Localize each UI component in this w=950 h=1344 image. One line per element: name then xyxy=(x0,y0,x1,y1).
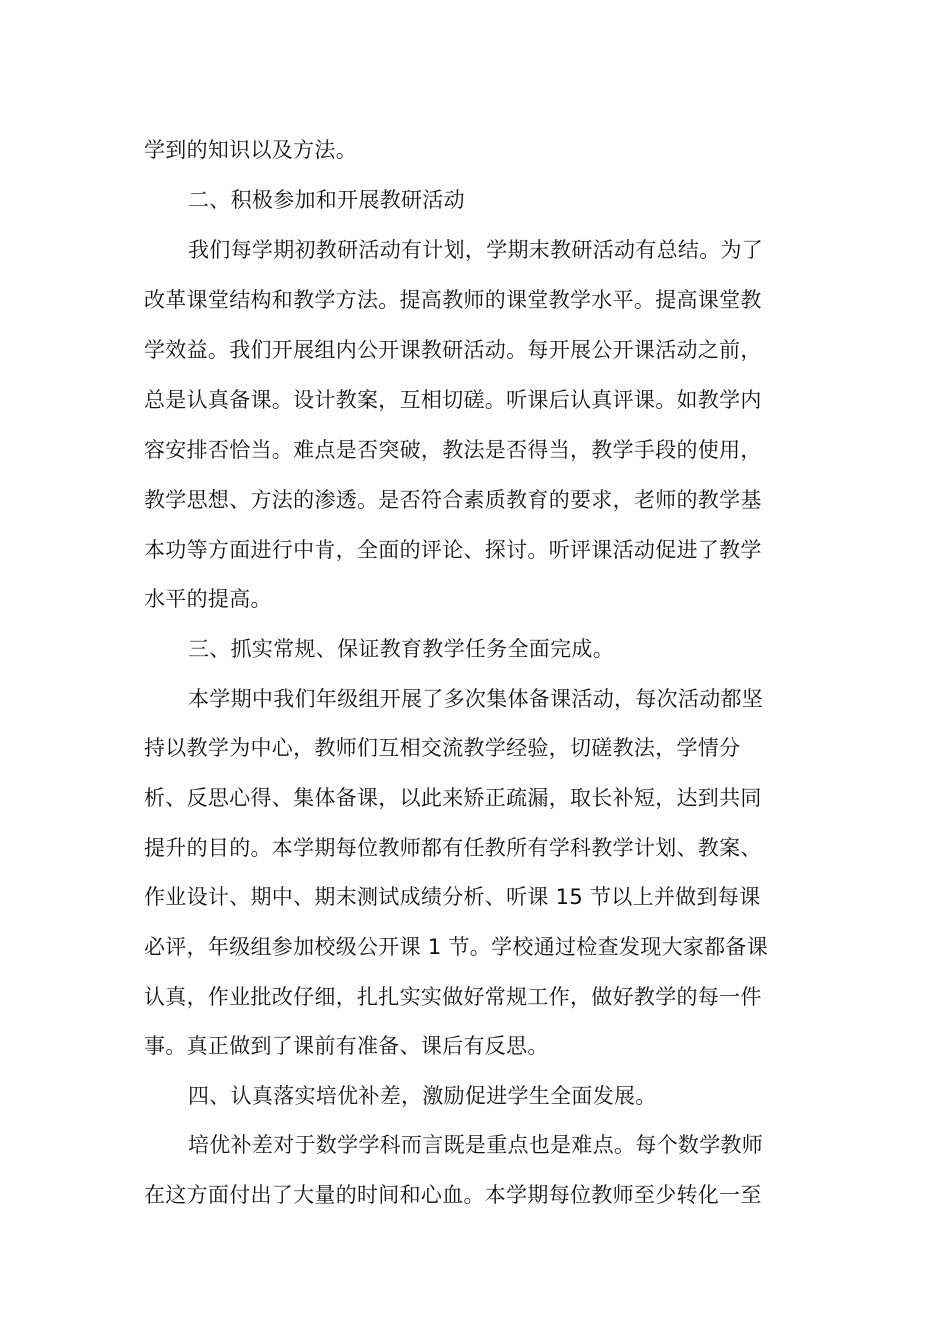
text-line: 析、反思心得、集体备课，以此来矫正疏漏，取长补短，达到共同 xyxy=(144,786,762,810)
text-line: 教学思想、方法的渗透。是否符合素质教育的要求，老师的教学基 xyxy=(144,488,762,512)
section-heading: 四、认真落实培优补差，激励促进学生全面发展。 xyxy=(188,1084,657,1108)
text-line: 水平的提高。 xyxy=(144,587,272,611)
text-line: 在这方面付出了大量的时间和心血。本学期每位教师至少转化一至 xyxy=(144,1183,762,1207)
text-line: 改革课堂结构和教学方法。提高教师的课堂教学水平。提高课堂教 xyxy=(144,288,762,312)
text-line: 本学期中我们年级组开展了多次集体备课活动，每次活动都坚 xyxy=(188,687,764,711)
text-line: 认真，作业批改仔细，扎扎实实做好常规工作，做好教学的每一件 xyxy=(144,985,762,1009)
text-line: 持以教学为中心，教师们互相交流教学经验，切磋教法，学情分 xyxy=(144,736,741,760)
text-line: 作业设计、期中、期末测试成绩分析、听课 15 节以上并做到每课 xyxy=(144,885,761,909)
text-line: 提升的目的。本学期每位教师都有任教所有学科教学计划、教案、 xyxy=(144,836,762,860)
text-line: 必评，年级组参加校级公开课 1 节。学校通过检查发现大家都备课 xyxy=(144,935,769,959)
section-heading: 三、抓实常规、保证教育教学任务全面完成。 xyxy=(188,637,614,661)
text-line: 学效益。我们开展组内公开课教研活动。每开展公开课活动之前， xyxy=(144,338,762,362)
text-line: 学到的知识以及方法。 xyxy=(144,138,357,162)
text-line: 容安排否恰当。难点是否突破，教法是否得当，教学手段的使用， xyxy=(144,438,762,462)
text-line: 培优补差对于数学学科而言既是重点也是难点。每个数学教师 xyxy=(188,1133,764,1157)
text-line: 总是认真备课。设计教案，互相切磋。听课后认真评课。如教学内 xyxy=(144,388,762,412)
section-heading: 二、积极参加和开展教研活动 xyxy=(188,188,465,212)
text-line: 我们每学期初教研活动有计划，学期末教研活动有总结。为了 xyxy=(188,238,764,262)
text-line: 本功等方面进行中肯，全面的评论、探讨。听评课活动促进了教学 xyxy=(144,538,762,562)
text-line: 事。真正做到了课前有准备、课后有反思。 xyxy=(144,1034,549,1058)
